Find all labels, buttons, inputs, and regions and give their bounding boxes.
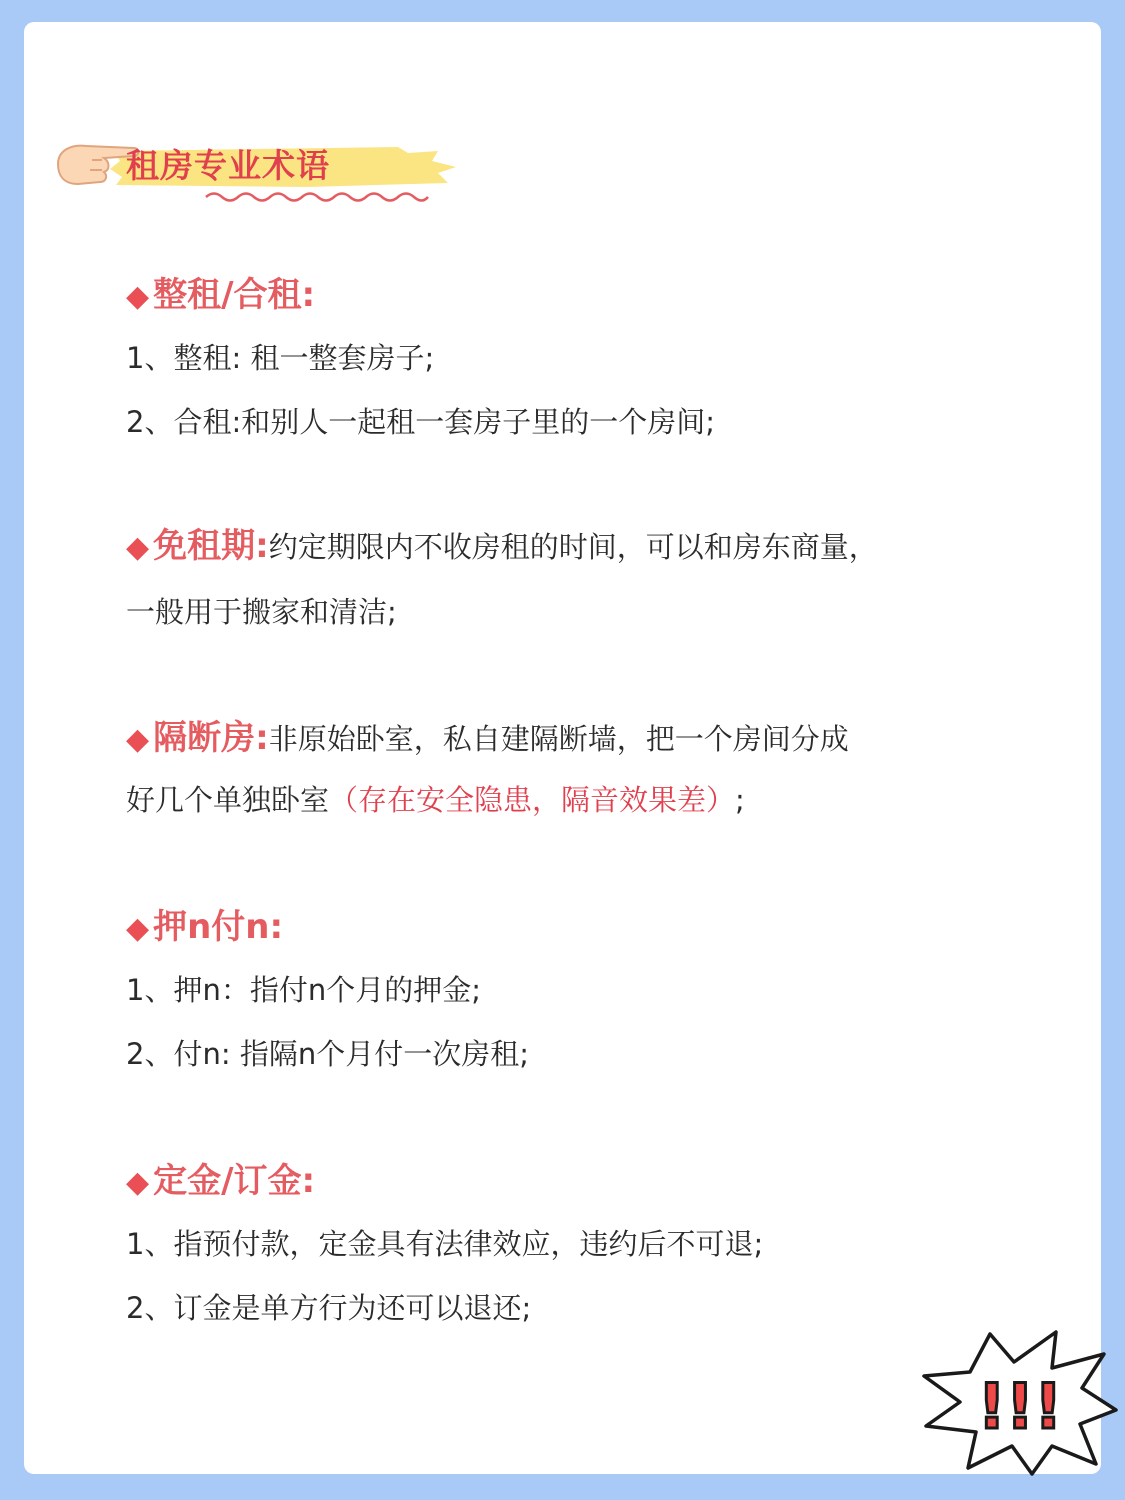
text-line: 2、付n: 指隔n个月付一次房租; <box>126 1037 529 1071</box>
section-heading-zhengzu-hezu: ◆ 整租/合租: <box>126 275 316 315</box>
section-mianzuqi: ◆ 免租期:约定期限内不收房租的时间，可以和房东商量， <box>126 526 878 566</box>
page-title: 租房专业术语 <box>126 146 330 185</box>
text-line: 一般用于搬家和清洁; <box>126 595 397 629</box>
diamond-bullet-icon: ◆ <box>126 1165 150 1200</box>
diamond-bullet-icon: ◆ <box>126 722 150 757</box>
section-heading-dingjin: ◆ 定金/订金: <box>126 1161 316 1201</box>
diamond-bullet-icon: ◆ <box>126 530 150 565</box>
section-heading-ya-fu: ◆ 押n付n: <box>126 907 284 947</box>
diamond-bullet-icon: ◆ <box>126 279 150 314</box>
section-geduanfang: ◆ 隔断房:非原始卧室，私自建隔断墙，把一个房间分成 <box>126 718 849 758</box>
exclamation-burst-icon <box>920 1328 1120 1478</box>
warning-text: （存在安全隐患，隔音效果差） <box>329 783 736 817</box>
text-line: 好几个单独卧室（存在安全隐患，隔音效果差）; <box>126 783 745 817</box>
wavy-underline <box>204 190 430 204</box>
diamond-bullet-icon: ◆ <box>126 911 150 946</box>
text-line: 1、押n：指付n个月的押金; <box>126 973 481 1007</box>
text-line: 1、整租: 租一整套房子; <box>126 341 435 375</box>
text-line: 2、合租:和别人一起租一套房子里的一个房间; <box>126 405 715 439</box>
text-line: 2、订金是单方行为还可以退还; <box>126 1291 532 1325</box>
burst-text: !!! <box>977 1370 1063 1443</box>
text-line: 1、指预付款，定金具有法律效应，违约后不可退; <box>126 1227 764 1261</box>
